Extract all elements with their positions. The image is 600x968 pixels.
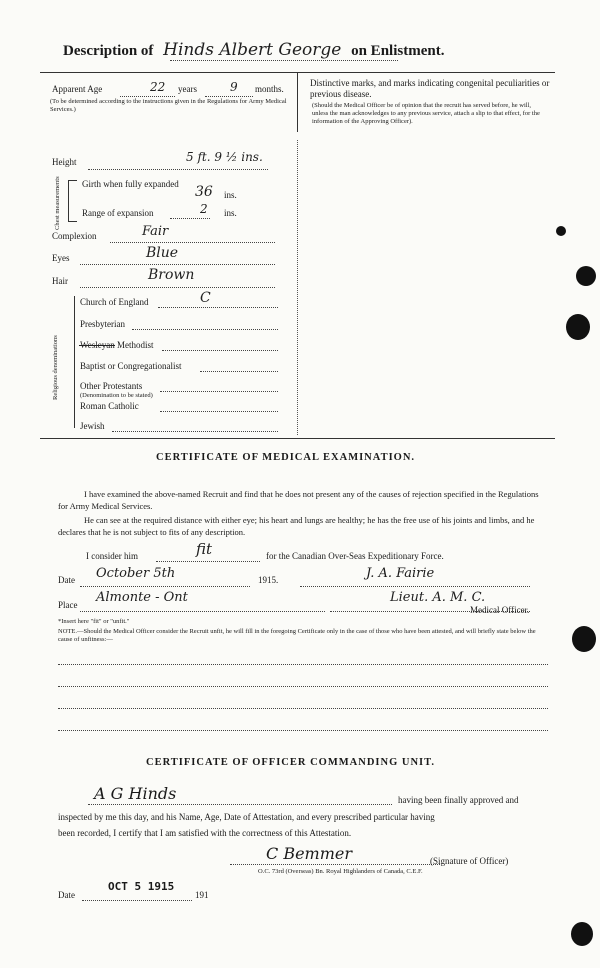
girth-ins-label: ins. (224, 190, 237, 200)
medical-para-1: I have examined the above-named Recruit and find that he does not present any of the causes of rejection specified in the Regulations for Army Medical Services. (58, 489, 539, 511)
medical-date-label: Date (58, 575, 75, 585)
ink-blot (576, 266, 596, 286)
commanding-date-label: Date (58, 890, 75, 900)
co-signature-label: (Signature of Officer) (430, 856, 509, 866)
denomination-item: Jewish (80, 421, 105, 431)
header-prefix: Description of (63, 43, 154, 59)
range-value: 2 (200, 202, 208, 216)
header-suffix: on Enlistment. (351, 43, 445, 59)
marks-note: (Should the Medical Officer be of opinion that the recruit has served before, he will, unless the man acknowledges to any previous service, attach a slip to that effect, for the information of the Approving Officer). (312, 102, 540, 125)
range-label: Range of expansion (82, 208, 154, 218)
insert-note: *Insert here "fit" or "unfit." (58, 618, 130, 625)
complexion-label: Complexion (52, 231, 97, 241)
co-unit-stamp: O.C. 73rd (Overseas) Bn. Royal Highlanders of Canada, C.E.F. (258, 868, 423, 875)
ink-blot (566, 314, 590, 340)
denomination-item: Wesleyan Methodist (80, 340, 154, 350)
recruit-signature: A G Hinds (94, 784, 177, 803)
commanding-officer-signature: C Bemmer (266, 844, 353, 863)
commanding-text-2: inspected by me this day, and his Name, Age, Date of Attestation, and every prescribed particular having (58, 812, 435, 822)
medical-para-2: He can see at the required distance with either eye; his heart and lungs are healthy; he has the free use of his joints and limbs, and he declares that he is not subject to fits of any description. (58, 515, 535, 537)
denomination-item: Roman Catholic (80, 401, 139, 411)
medical-officer-label: Medical Officer. (470, 605, 530, 615)
commanding-certificate-title: CERTIFICATE OF OFFICER COMMANDING UNIT. (146, 757, 435, 768)
religious-label: Religious denominations (52, 335, 59, 400)
years-label: years (178, 84, 197, 94)
medical-year: 1915. (258, 575, 279, 585)
months-label: months. (255, 84, 284, 94)
apparent-age-label: Apparent Age (52, 84, 103, 94)
officer-rank: Lieut. A. M. C. (390, 590, 486, 605)
consider-label: I consider him (86, 551, 138, 561)
age-months-value: 9 (230, 80, 238, 94)
medical-certificate-title: CERTIFICATE OF MEDICAL EXAMINATION. (156, 452, 416, 463)
medical-date-value: October 5th (96, 566, 176, 581)
denomination-item: Baptist or Congregationalist (80, 361, 182, 371)
hair-value: Brown (148, 267, 195, 283)
height-label: Height (52, 157, 77, 167)
church-mark: C (200, 290, 211, 306)
commanding-date-stamp: OCT 5 1915 (108, 880, 175, 893)
force-label: for the Canadian Over-Seas Expeditionary Force. (266, 551, 444, 561)
commanding-year-print: 191 (195, 890, 209, 900)
chest-label: Chest measurements (54, 176, 61, 230)
girth-label: Girth when fully expanded (82, 179, 179, 189)
medical-officer-signature: J. A. Fairie (366, 566, 435, 581)
ink-blot (556, 226, 566, 236)
range-ins-label: ins. (224, 208, 237, 218)
marks-title: Distinctive marks, and marks indicating congenital peculiarities or previous disease. (310, 78, 550, 99)
place-label: Place (58, 600, 78, 610)
ink-blot (572, 626, 596, 652)
complexion-value: Fair (142, 224, 169, 239)
denomination-item: Other Protestants (80, 381, 143, 391)
fit-value: fit (196, 540, 213, 558)
denomination-item: Church of England (80, 297, 149, 307)
denomination-item: Presbyterian (80, 319, 125, 329)
eyes-label: Eyes (52, 253, 70, 263)
ink-blot (571, 922, 593, 946)
eyes-value: Blue (146, 245, 179, 261)
denomination-note: (Denomination to be stated) (80, 392, 153, 399)
recruit-name: Hinds Albert George (163, 40, 342, 60)
medical-note: NOTE.—Should the Medical Officer consider the Recruit unfit, he will fill in the foregoing Certificate only in the case of those who have been attested, and will briefly state below the cause of unfitness:— (58, 628, 536, 643)
commanding-text-1: having been finally approved and (398, 795, 519, 805)
height-value: 5 ft. 9 ½ ins. (186, 150, 263, 164)
age-note: (To be determined according to the instructions given in the Regulations for Army Medical Services.) (50, 98, 287, 113)
commanding-text-3: been recorded, I certify that I am satisfied with the correctness of this Attestation. (58, 828, 352, 838)
hair-label: Hair (52, 276, 68, 286)
age-years-value: 22 (150, 80, 166, 94)
place-value: Almonte - Ont (96, 590, 188, 605)
girth-value: 36 (195, 184, 213, 200)
header-title (63, 40, 444, 60)
